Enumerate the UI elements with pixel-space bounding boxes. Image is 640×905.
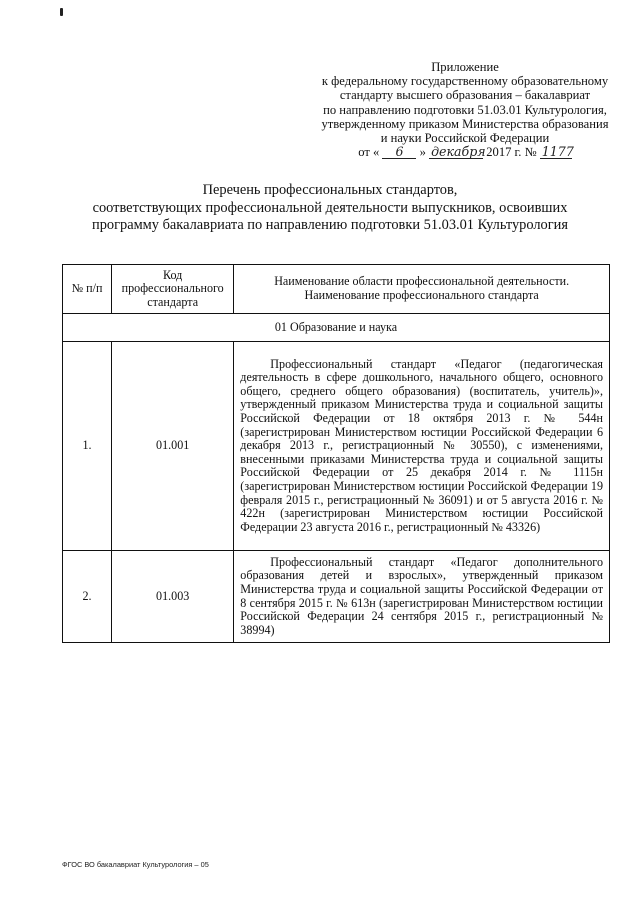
table-header-row — [63, 265, 610, 314]
row-description — [234, 342, 610, 551]
appendix-line: к федеральному государственному образовательному — [321, 74, 609, 89]
appendix-line: Приложение — [431, 60, 499, 74]
date-prefix: от « — [358, 145, 380, 160]
appendix-line: по направлению подготовки 51.03.01 Культурология, — [323, 102, 607, 117]
row-num: 2. — [63, 551, 112, 643]
row-num: 1. — [63, 342, 112, 551]
document-title — [20, 182, 640, 235]
section-title: 01 Образование и наука — [63, 314, 610, 342]
footer-text: ФГОС ВО бакалавриат Культурология – 05 — [62, 860, 209, 869]
handwritten-month: декабря — [431, 144, 486, 160]
header-num: № п/п — [63, 265, 112, 314]
header-code: Код профессионального стандарта — [112, 265, 234, 314]
handwritten-order-number: 1177 — [541, 144, 574, 160]
appendix-block — [300, 60, 630, 159]
appendix-line: стандарту высшего образования – бакалавриат — [339, 88, 591, 103]
section-row — [63, 314, 610, 342]
header-name — [234, 265, 610, 314]
title-line: программу бакалавриата по направлению подготовки 51.03.01 Культурология — [92, 217, 568, 233]
row-description-text: Профессиональный стандарт «Педагог дополнительного образования детей и взрослых», утвержденный приказом Министерства труда и социальной защиты Российской Федерации от 8 сентября 2015 г. № 613н (зарегистрирован Министерством юстиции Российской Федерации 24 сентября 2015 г., регистрационный № 38994) — [240, 554, 603, 637]
header-name-line-2: Наименование профессионального стандарта — [304, 288, 539, 302]
table-row — [63, 551, 610, 643]
scan-mark — [60, 8, 63, 16]
row-code: 01.001 — [112, 342, 234, 551]
title-line: Перечень профессиональных стандартов, — [202, 182, 458, 198]
appendix-line: и науки Российской Федерации — [380, 131, 550, 146]
appendix-line: утвержденному приказом Министерства образования — [321, 116, 609, 131]
approval-date-line — [300, 145, 630, 159]
row-code: 01.003 — [112, 551, 234, 643]
header-name-line-1: Наименование области профессиональной деятельности. — [274, 274, 570, 289]
row-description — [234, 551, 610, 643]
date-mid: » — [419, 145, 426, 160]
date-year: 2017 г. № — [486, 145, 537, 160]
standards-table — [62, 264, 610, 643]
table-row — [63, 342, 610, 551]
title-line: соответствующих профессиональной деятельности выпускников, освоивших — [92, 199, 568, 216]
handwritten-day: 6 — [382, 146, 416, 159]
row-description-text: Профессиональный стандарт «Педагог (педагогическая деятельность в сфере дошкольного, начального общего, основного общего, среднего общего образования) (воспитатель, учитель)», утвержденный приказом Министерства труда и социальной защиты Российской Федерации от 18 октября 2013 г. № 544н (зарегистрирован Министерством юстиции Российской Федерации 6 декабря 2013 г., регистрационный № 30550), с изменениями, внесенными приказами Министерства труда и социальной защиты Российской Федерации от 25 декабря 2014 г. № 1115н (зарегистрирован Министерством юстиции Российской Федерации 19 февраля 2015 г., регистрационный № 36091) и от 5 августа 2016 г. № 422н (зарегистрирован Министерством юстиции Российской Федерации 23 августа 2016 г., регистрационный № 43326) — [240, 356, 603, 534]
